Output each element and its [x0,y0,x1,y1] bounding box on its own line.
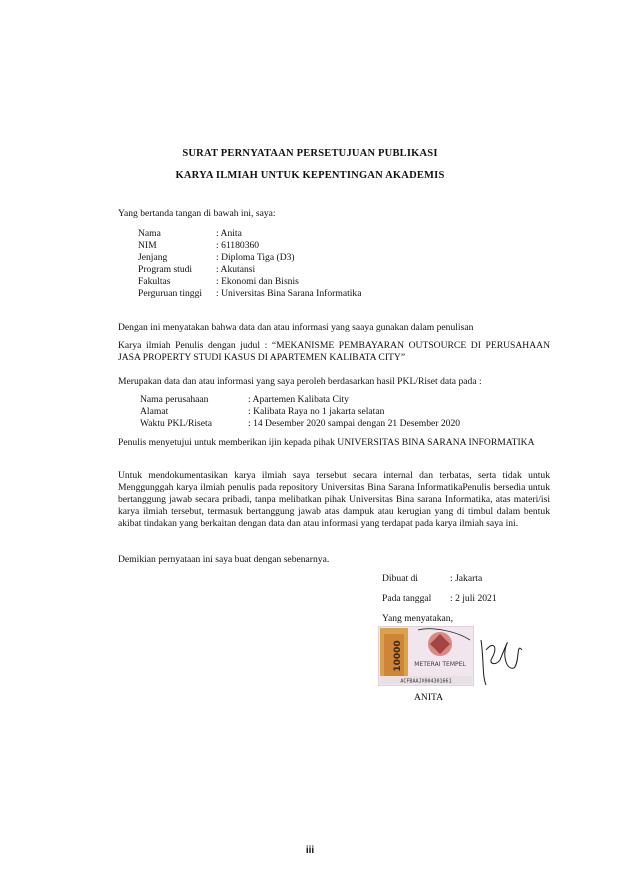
statement-text: Dengan ini menyatakan bahwa data dan atau informasi yang saaya gunakan dalam penulisan [118,322,474,333]
karya-title-text: Karya ilmiah Penulis dengan judul : “MEKANISME PEMBAYARAN OUTSOURCE DI PERUSAHAAN JASA PROPERTY STUDI KASUS DI APARTEMEN KALIBATA CITY” [118,340,550,363]
identity-row: Nama : Anita [138,228,242,239]
permission-text: Penulis menyetujui untuk memberikan ijin kepada pihak UNIVERSITAS BINA SARANA INFORMATIKA [118,437,535,448]
purpose-text: Untuk mendokumentasikan karya ilmiah saya tersebut secara internal dan terbatas, serta tidak untuk Menggunggah karya ilmiah penulis pada repository Universitas Bina Sarana InformatikaPenulis bersedia untuk bertanggung jawab secara pribadi, tanpa melibatkan pihak Universitas Bina sarana Informatika, atas materi/isi karya ilmiah tersebut, termasuk bertanggung jawab atas dampuk atau kerugian yang di timbul dalam bentuk akibat tindakan yang berkaitan dengan data dan atau informasi yang terdapat pada karya ilmiah saya ini. [118,470,550,529]
date-row: Pada tanggal : 2 juli 2021 [382,593,497,604]
page-number: iii [305,845,315,856]
identity-row: NIM : 61180360 [138,240,260,251]
company-row: Waktu PKL/Riseta : 14 Desember 2020 sampai dengan 21 Desember 2020 [140,418,461,429]
stamp-label: METERAI TEMPEL [414,661,466,668]
title-line-2: KARYA ILMIAH UNTUK KEPENTINGAN AKADEMIS [175,170,445,181]
identity-row: Fakultas : Ekonomi dan Bisnis [138,276,299,287]
intro-text: Yang bertanda tangan di bawah ini, saya: [118,208,276,219]
signature [476,630,526,690]
closing-text: Demikian pernyataan ini saya buat dengan sebenarnya. [118,554,330,565]
identity-row: Perguruan tinggi : Universitas Bina Sarana Informatika [138,288,362,299]
source-text: Merupakan data dan atau informasi yang saya peroleh berdasarkan hasil PKL/Riset data pada : [118,376,482,387]
stamp-value: 10000 [393,640,403,672]
stamp-serial: ACFBAAJX004301661 [400,678,452,685]
place-row: Dibuat di : Jakarta [382,573,483,584]
declarant-label: Yang menyatakan, [382,613,453,624]
company-row: Nama perusahaan : Apartemen Kalibata City [140,394,349,405]
meterai-stamp [378,626,474,686]
title-line-1: SURAT PERNYATAAN PERSETUJUAN PUBLIKASI [182,148,438,159]
company-row: Alamat : Kalibata Raya no 1 jakarta selatan [140,406,385,417]
signer-name: ANITA [414,692,444,703]
identity-row: Program studi : Akutansi [138,264,256,275]
identity-row: Jenjang : Diploma Tiga (D3) [138,252,295,263]
